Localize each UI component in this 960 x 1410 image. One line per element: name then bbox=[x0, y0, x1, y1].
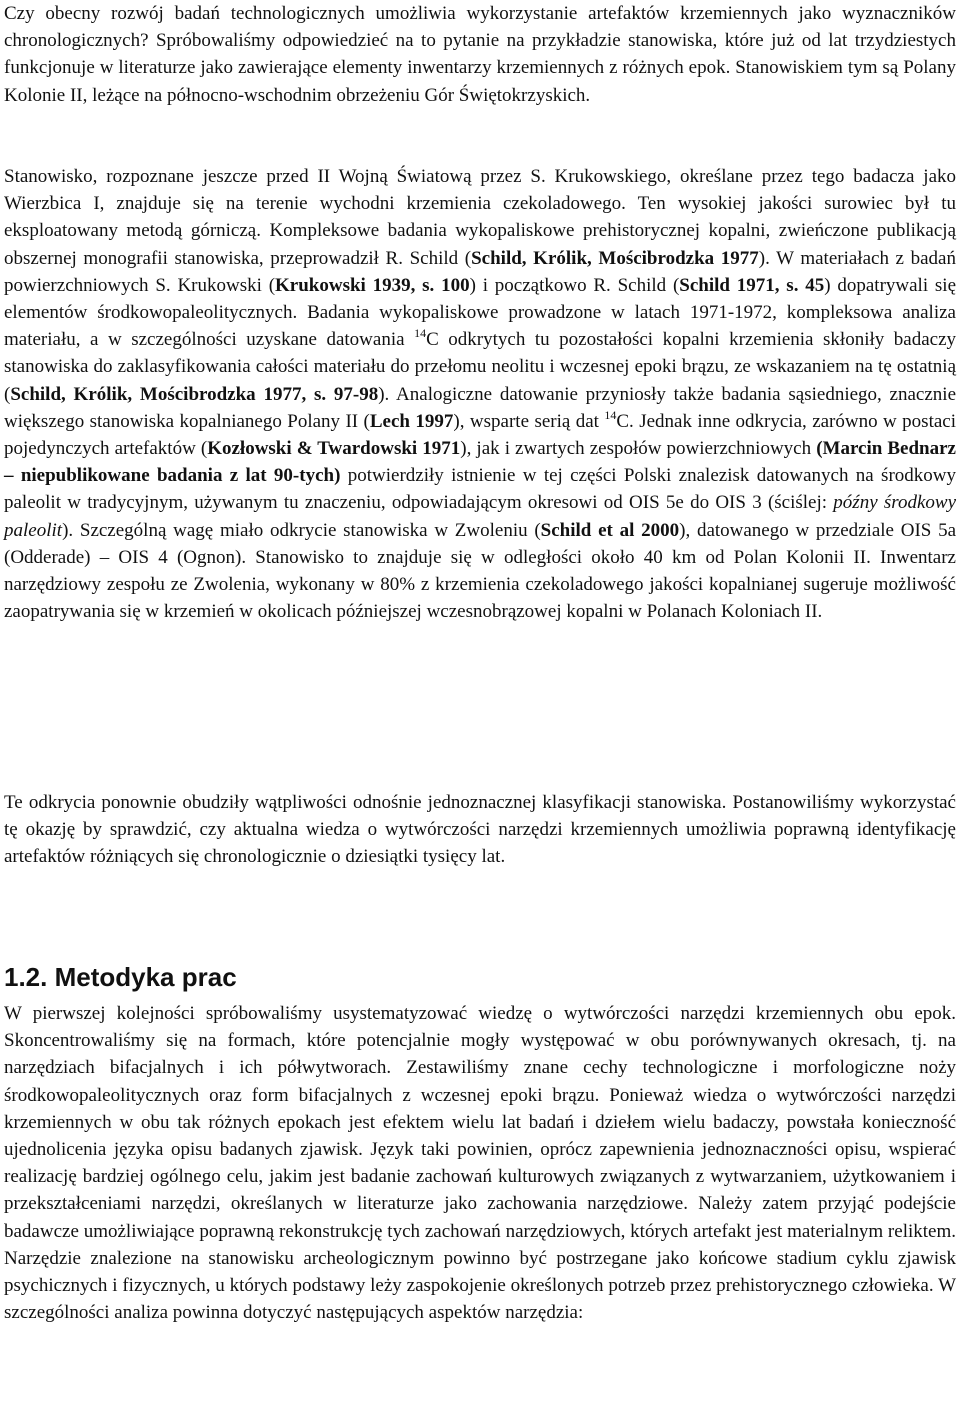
text-run: Czy obecny rozwój badań technologicznych umożliwia wykorzystanie artefaktów krzemiennych jako wyznaczników chronologicznych? Spróbowaliśmy odpowiedzieć na to pytanie na przykładzie stanowiska, które już od lat trzydziestych funkcjonuje w literaturze jako zawierające elementy inwentarzy krzemiennych z różnych epok. Stanowiskiem tym są Polany Kolonie II, leżące na północno-wschodnim obrzeżeniu Gór Świętokrzyskich. bbox=[4, 3, 956, 106]
text-run: W pierwszej kolejności spróbowaliśmy usystematyzować wiedzę o wytwórczości narzędzi krzemiennych obu epok. Skoncentrowaliśmy się na formach, które potencjalnie mogły występować w obu porównywanych okresach, tj. na narzędziach bifacjalnych i ich półwytworach. Zestawiliśmy znane cechy technologiczne i morfologiczne noży środkowopaleolitycznych oraz form bifacjalnych z wczesnej epoki brązu. Ponieważ wiedza o wytwórczości narzędzi krzemiennych w obu tak różnych epokach jest efektem wielu lat badań i dziełem wielu badaczy, powstała konieczność ujednolicenia języka opisu badanych zjawisk. Język taki powinien, oprócz zapewnienia jednoznaczności opisu, wspierać realizację bardziej ogólnego celu, jakim jest badanie zachowań kulturowych związanych z wytwarzaniem, użytkowaniem i przekształceniami narzędzi, określanych w literaturze jako zachowania narzędziowe. Należy zatem przyjąć podejście badawcze umożliwiające poprawną rekonstrukcję tych zachowań narzędziowych, których artefakt jest materialnym reliktem. Narzędzie znalezione na stanowisku archeologicznym powinno być postrzegane jako końcowe stadium cyklu zjawisk psychicznych i fizycznych, u których podstawy leży zaspokojenie określonych potrzeb przez prehistorycznego człowieka. W szczególności analiza powinna dotyczyć następujących aspektów narzędzia: bbox=[4, 1003, 956, 1324]
paragraph-site-history bbox=[4, 163, 956, 625]
citation: Krukowski 1939, s. 100 bbox=[275, 274, 470, 296]
citation: Schild, Królik, Mościbrodzka 1977 bbox=[471, 247, 759, 269]
paragraph-doubts bbox=[4, 789, 956, 871]
isotope-superscript: 14 bbox=[604, 407, 617, 422]
text-run: ) dopatrywali się elementów środkowopaleolitycznych. Badania wykopaliskowe prowadzone w latach 1971-1972, kompleksowa analiza materiału, a w szczególności uzyskane datowania bbox=[4, 274, 957, 351]
citation: Schild, Królik, Mościbrodzka 1977, s. 97-98 bbox=[10, 383, 379, 405]
text-run: ) i początkowo R. Schild ( bbox=[469, 274, 680, 296]
citation: Kozłowski & Twardowski 1971 bbox=[207, 438, 461, 460]
emphasis: późny środkowy paleolit bbox=[4, 492, 956, 541]
citation: Schild et al 2000 bbox=[540, 519, 680, 541]
text-run: C odkrytych tu pozostałości kopalni krzemienia skłoniły badaczy stanowiska do zaklasyfikowania całości materiału do przełomu neolitu i wczesnej epoki brązu, ze wskazaniem na tę ostatnią ( bbox=[4, 329, 957, 405]
paragraph-methodology bbox=[4, 1000, 956, 1326]
text-run: ), datowanego w przedziale OIS 5a (Odderade) – OIS 4 (Ognon). Stanowisko to znajduje się w odległości około 40 km od Polan Kolonii II. Inwentarz narzędziowy zespołu ze Zwolenia, wykonany w 80% z krzemienia czekoladowego jakości kopalnianej sugeruje możliwość zaopatrywania się w krzemień w okolicach późniejszej wczesnobrązowej kopalni w Polanach Koloniach II. bbox=[4, 519, 957, 623]
text-run: ). Analogiczne datowanie przyniosły także badania sąsiedniego, znacznie większego stanowiska kopalnianego Polany II ( bbox=[4, 383, 957, 432]
text-run: Te odkrycia ponownie obudziły wątpliwości odnośnie jednoznacznej klasyfikacji stanowiska. Postanowiliśmy wykorzystać tę okazję by sprawdzić, czy aktualna wiedza o wytwórczości narzędzi krzemiennych umożliwia poprawną identyfikację artefaktów różniących się chronologicznie o dziesiątki tysięcy lat. bbox=[4, 792, 956, 868]
text-run: C. Jednak inne odkrycia, zarówno w postaci pojedynczych artefaktów ( bbox=[4, 410, 957, 460]
text-run: potwierdziły istnienie w tej części Polski znalezisk datowanych na środkowy paleolit w tradycyjnym, używanym tu znaczeniu, odpowiadającym okresowi od OIS 5e do OIS 3 (ściślej: bbox=[4, 465, 956, 514]
paragraph-introduction bbox=[4, 0, 956, 109]
text-run: ), jak i zwartych zespołów powierzchniowych bbox=[460, 438, 817, 460]
citation: Schild 1971, s. 45 bbox=[679, 274, 825, 296]
text-run: ). Szczególną wagę miało odkrycie stanowiska w Zwoleniu ( bbox=[62, 519, 541, 541]
text-run: ). W materiałach z badań powierzchniowych S. Krukowski ( bbox=[4, 247, 956, 296]
text-run: Stanowisko, rozpoznane jeszcze przed II Wojną Światową przez S. Krukowskiego, określane przez tego badacza jako Wierzbica I, znajduje się na terenie wychodni krzemienia czekoladowego. Ten wysokiej jakości surowiec był tu eksploatowany metodą górniczą. Kompleksowe badania wykopaliskowe prehistorycznej kopalni, zwieńczone publikacją obszernej monografii stanowiska, przeprowadził R. Schild ( bbox=[4, 166, 956, 269]
citation: Lech 1997 bbox=[369, 410, 454, 432]
text-run: ), wsparte serią dat bbox=[453, 410, 605, 432]
isotope-superscript: 14 bbox=[414, 326, 427, 341]
citation: (Marcin Bednarz – niepublikowane badania z lat 90-tych) bbox=[4, 438, 956, 487]
section-heading: 1.2. Metodyka prac bbox=[4, 962, 237, 992]
